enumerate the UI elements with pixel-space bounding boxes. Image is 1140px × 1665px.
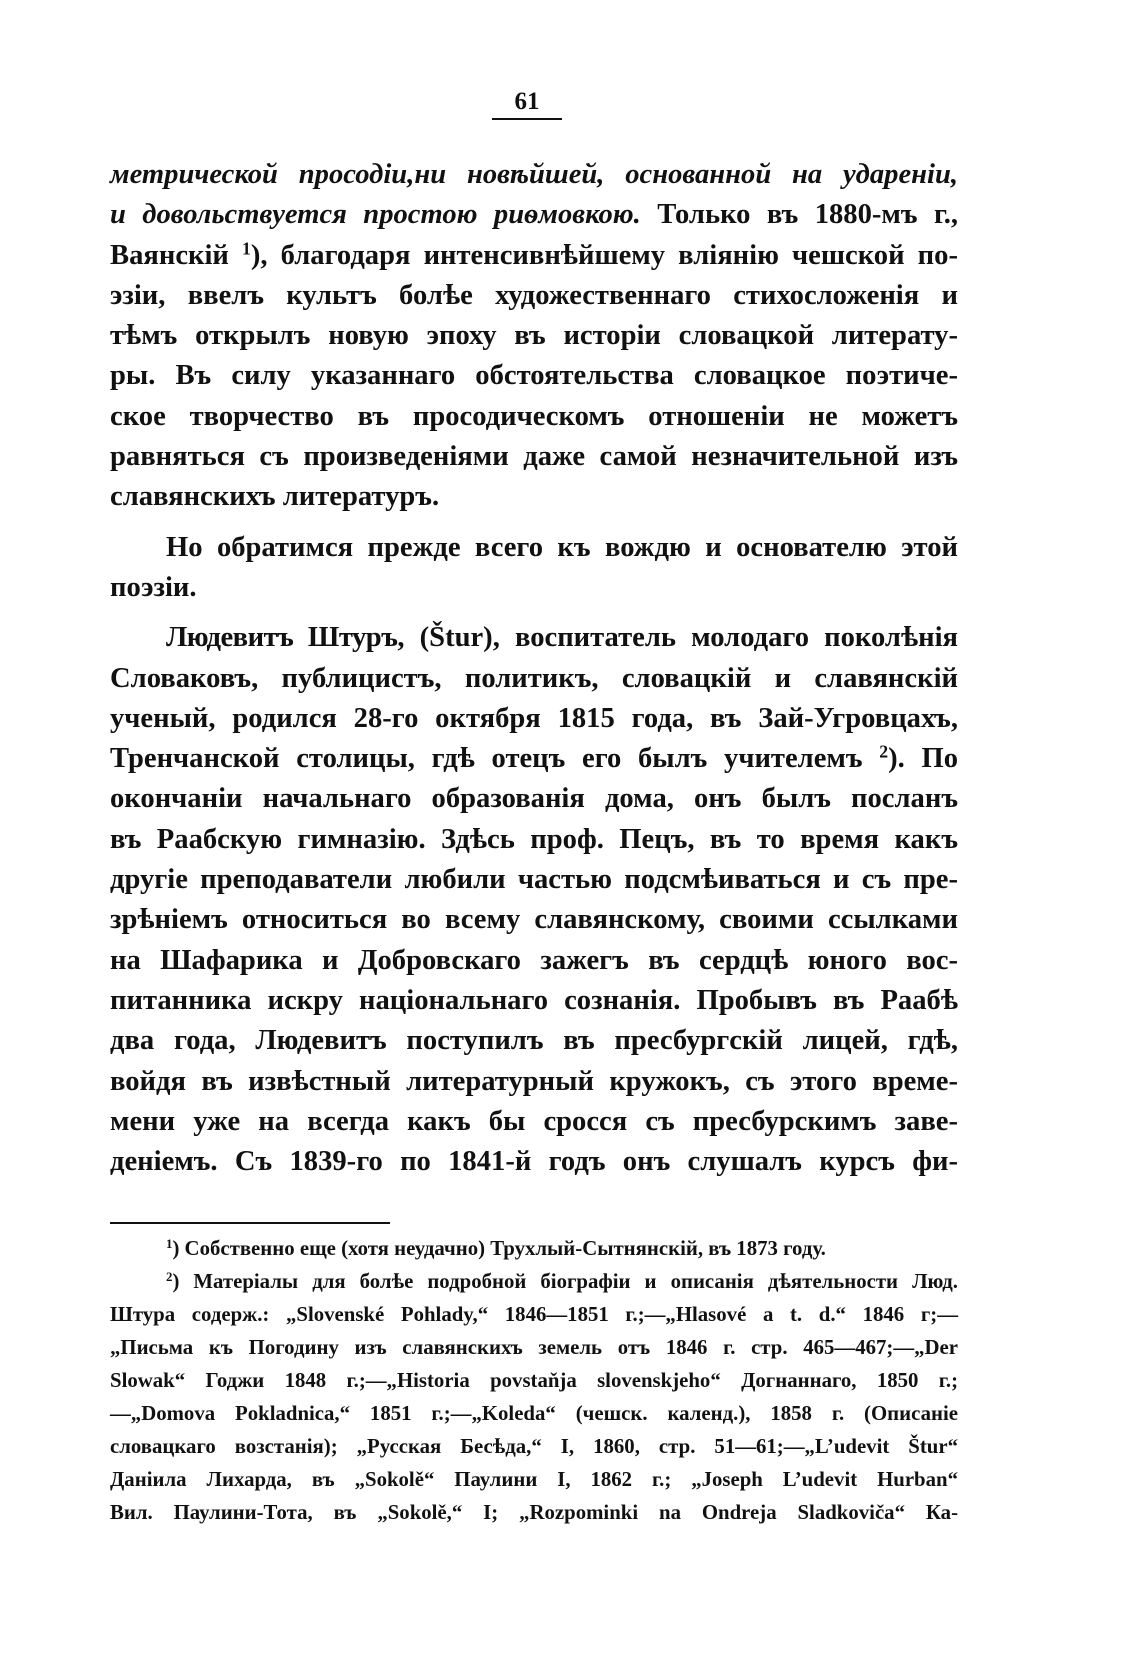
text-fragment: Тренчанской столицы, гдѣ отецъ его былъ учителемъ bbox=[110, 743, 880, 775]
text-line: ры. Въ силу указаннаго обстоятельства словацкое поэтиче- bbox=[110, 360, 958, 392]
text-line bbox=[110, 618, 958, 658]
text-line: другіе преподаватели любили частью подсмѣиваться и съ пре- bbox=[110, 864, 958, 896]
text-line: зрѣніемъ относиться во всему славянскому, своими ссылками bbox=[110, 904, 958, 936]
page-number: 61 bbox=[492, 88, 562, 120]
italic-phrase: и довольствуется простою риѳмовкою. bbox=[110, 199, 641, 231]
footnote-marker-2: 2 bbox=[166, 1269, 173, 1284]
text-line: тѣмъ открылъ новую эпоху въ исторіи словацкой литерату- bbox=[110, 320, 958, 352]
paragraph-3 bbox=[110, 618, 958, 1182]
paragraph-1 bbox=[110, 155, 958, 518]
text-fragment: ). По bbox=[888, 743, 958, 775]
footnotes bbox=[110, 1232, 958, 1529]
text-fragment: Только въ 1880-мъ г., bbox=[640, 199, 959, 231]
text-line: ученый, родился 28-го октября 1815 года, въ Зай-Угровцахъ, bbox=[110, 702, 958, 734]
footnote-line: „Письма къ Погодину изъ славянскихъ земель отъ 1846 г. стр. 465—467;—„Der bbox=[110, 1336, 958, 1359]
person-name: Людевитъ Штуръ bbox=[166, 622, 398, 654]
footnote-line: словацкаго возстанія); „Русская Бесѣда,“ I, 1860, стр. 51—61;—„L’udevit Štur“ bbox=[110, 1435, 958, 1458]
text-line: окончаніи начальнаго образованія дома, онъ былъ посланъ bbox=[110, 783, 958, 815]
footnote-line: Штура содерж.: „Slovenské Pohlady,“ 1846—1851 г.;—„Hlasové a t. d.“ 1846 г;— bbox=[110, 1303, 958, 1326]
text-fragment: ), благодаря интенсивнѣйшему вліянію чешской по- bbox=[250, 239, 958, 271]
text-line: въ Раабскую гимназію. Здѣсь проф. Пецъ, въ то время какъ bbox=[110, 823, 958, 855]
text-line: славянскихъ литературъ. bbox=[110, 481, 440, 513]
paragraph-2 bbox=[110, 528, 958, 609]
footnote-2 bbox=[110, 1265, 958, 1298]
footnote-line: —„Domova Pokladnica,“ 1851 г.;—„Koleda“ (чешск. календ.), 1858 г. (Описаніе bbox=[110, 1402, 958, 1425]
text-line: на Шафарика и Добровскаго зажегъ въ сердцѣ юного вос- bbox=[110, 944, 958, 976]
footnote-line: Даніила Лихарда, въ „Sokolě“ Паулини I, 1862 г.; „Joseph L’udevit Hurban“ bbox=[110, 1468, 958, 1491]
text-line: поэзіи. bbox=[110, 571, 197, 603]
text-line: два года, Людевитъ поступилъ въ пресбургскій лицей, гдѣ, bbox=[110, 1025, 958, 1057]
text-line: Словаковъ, публицистъ, политикъ, словацкій и славянскій bbox=[110, 662, 958, 694]
text-line: деніемъ. Съ 1839-го по 1841-й годъ онъ слушалъ курсъ фи- bbox=[110, 1146, 958, 1178]
text-line bbox=[110, 739, 958, 779]
text-line: питанника искру національнаго сознанія. Пробывъ въ Раабѣ bbox=[110, 984, 958, 1016]
text-line bbox=[110, 236, 958, 276]
main-text bbox=[110, 155, 958, 1182]
text-line: мени уже на всегда какъ бы сросся съ пресбурскимъ заве- bbox=[110, 1105, 958, 1137]
text-line: равняться съ произведеніями даже самой незначительной изъ bbox=[110, 441, 958, 473]
footnote-ref-2: 2 bbox=[879, 741, 889, 762]
footnote-text: ) Собственно еще (хотя неудачно) Трухлый-Сытнянскій, въ 1873 году. bbox=[172, 1237, 826, 1260]
footnote-line: Вил. Паулини-Тота, въ „Sokolě,“ I; „Rozpominki na Ondreja Sladkoviča“ Ка- bbox=[110, 1501, 958, 1524]
text-line: Но обратимся прежде всего къ вождю и основателю этой bbox=[166, 531, 958, 563]
footnote-line: Slowak“ Годжи 1848 г.;—„Historia povstaňja slovenskjeho“ Догнаннаго, 1850 г.; bbox=[110, 1369, 958, 1392]
text-line: войдя въ извѣстный литературный кружокъ, съ этого време- bbox=[110, 1065, 958, 1097]
text-fragment: Ваянскій bbox=[110, 239, 243, 271]
text-fragment: , (Štur), воспитатель молодаго поколѣнія bbox=[397, 622, 958, 654]
text-line: эзіи, ввелъ культъ болѣе художественнаго стихосложенія и bbox=[110, 279, 958, 311]
footnote-text: ) Матеріалы для болѣе подробной біографіи и описанія дѣятельности Люд. bbox=[172, 1270, 958, 1293]
footnote-marker-1: 1 bbox=[166, 1236, 173, 1251]
footnote-ref-1: 1 bbox=[242, 237, 251, 258]
footnote-divider bbox=[110, 1222, 390, 1224]
footnote-1 bbox=[110, 1232, 958, 1265]
text-line: метрической просодіи,ни новѣйшей, основанной на удареніи, bbox=[110, 159, 958, 190]
text-line bbox=[110, 195, 958, 235]
text-line: ское творчество въ просодическомъ отношеніи не можетъ bbox=[110, 400, 958, 432]
